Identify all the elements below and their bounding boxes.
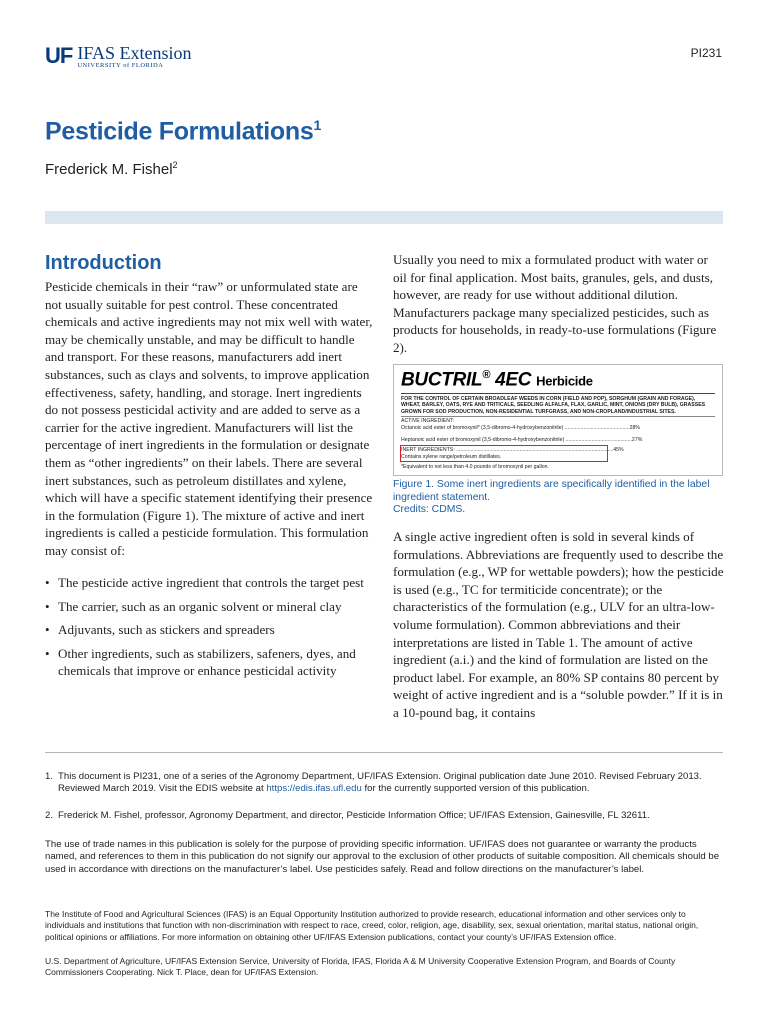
logo-ifas-text: IFAS Extension: [77, 43, 192, 63]
label-registered-mark: ®: [482, 369, 491, 381]
label-use-statement: FOR THE CONTROL OF CERTAIN BROADLEAF WEEDS IN CORN (FIELD AND POP), SORGHUM (GRAIN AND FORAGE), WHEAT, BARLEY, OATS, RYE AND TRITICALE, SEEDLING ALFALFA, FLAX, GARLIC, MINT, ONIONS (DRY BULB), GRASSES GROWN FOR SOD PRODUCTION, NON-RESIDENTIAL TURFGRASS, AND NON-CROPLAND/INDUSTRIAL SITES.: [401, 396, 706, 415]
bullet-icon: •: [45, 575, 50, 590]
list-item-text: The pesticide active ingredient that controls the target pest: [58, 575, 364, 590]
author-line: [45, 160, 178, 178]
list-item: [45, 645, 375, 680]
footnote-1-line2-pre: Reviewed March 2019. Visit the EDIS website at: [58, 783, 267, 795]
list-item-text: Other ingredients, such as stabilizers, safeners, dyes, and chemicals that improve or enhance pesticidal activity: [58, 645, 356, 679]
label-product-type: Herbicide: [536, 373, 593, 389]
cooperative-extension-statement: U.S. Department of Agriculture, UF/IFAS Extension Service, University of Florida, IFAS, Florida A & M University Cooperative Extension Program, and Boards of County Commissioners Cooperating. Nick T. Place, dean for UF/IFAS Extension.: [45, 956, 676, 978]
label-product-code: 4EC: [495, 369, 532, 391]
footnote-divider: [45, 752, 723, 753]
list-item: [45, 574, 375, 592]
footnote-2-text: Frederick M. Fishel, professor, Agronomy Department, and director, Pesticide Information Office; UF/IFAS Extension, Gainesville, FL 32611.: [58, 810, 650, 821]
ufifas-logo: [45, 44, 192, 72]
list-item: [45, 598, 375, 616]
list-item-text: The carrier, such as an organic solvent or mineral clay: [58, 598, 342, 614]
trade-names-disclaimer: The use of trade names in this publication is solely for the purpose of providing specific information. UF/IFAS does not guarantee or warranty the products named, and references to them in this publication do not signify our approval to the exclusion of other products of suitable composition. All chemicals should be used in accordance with directions on the manufacturer’s label. Use pesticides safely. Read and follow directions on the manufacturer’s label.: [45, 839, 720, 875]
author-footnote-ref: 2: [172, 160, 178, 170]
label-product-title: [401, 369, 593, 391]
author-name: Frederick M. Fishel: [45, 161, 173, 178]
footnote-1-text: This document is PI231, one of a series of the Agronomy Department, UF/IFAS Extension. Original publication date June 2010. Revised February 2013.: [58, 771, 702, 782]
formulation-components-list: [45, 574, 375, 686]
figure-buctril-label: [393, 364, 723, 476]
footnote-1-line2-post: for the currently supported version of this publication.: [361, 783, 590, 795]
section-heading-introduction: Introduction: [45, 252, 162, 274]
logo-university-text: UNIVERSITY of FLORIDA: [77, 62, 164, 69]
publication-id: PI231: [690, 46, 722, 60]
bullet-icon: •: [45, 622, 50, 638]
footnote-number: 1.: [45, 771, 54, 782]
intro-paragraph: Pesticide chemicals in their “raw” or unformulated state are not usually suitable for pest control. These concentrated chemicals and active ingredients may not mix well with water, may be chemically unstable, and may be difficult to handle and transport. For these reasons, manufacturers add inert substances, such as clays and solvents, to improve application effectiveness, safety, handling, and storage. Inert ingredients do not possess pesticidal activity and are added to serve as a carrier for the active ingredient. Manufacturers will list the percentage of inert ingredients in the formulation or designate them as “other ingredients” on their labels. There are several inert substances, such as petroleum distillates and xylene, which will have a specific statement identifying their presence in the formulation (Figure 1). The mixture of active and inert ingredients is called a pesticide formulation. This formulation may consist of:: [45, 279, 373, 558]
figure-caption-text: Figure 1. Some inert ingredients are specifically identified in the label ingredient statement.: [393, 479, 710, 503]
inert-highlight-box: [400, 445, 608, 462]
list-item-text: Adjuvants, such as stickers and spreaders: [58, 622, 275, 638]
figure-credits: Credits: CDMS.: [393, 504, 466, 516]
label-inert-ingredients: INERT INGREDIENTS: .............................................................................................................45%: [401, 447, 624, 453]
footnote-2: [45, 810, 735, 822]
title-footnote-ref: 1: [313, 117, 321, 133]
footnote-1: [45, 771, 735, 796]
list-item: [45, 621, 375, 639]
equal-opportunity-statement: The Institute of Food and Agricultural Sciences (IFAS) is an Equal Opportunity Institution authorized to provide research, educational information and other services only to individuals and institutions that function with non-discrimination with respect to race, creed, color, religion, age, disability, sex, sexual orientation, marital status, national origin, political opinions or affiliations. For more information on obtaining other UF/IFAS Extension publications, contact your county’s UF/IFAS Extension office.: [45, 909, 699, 942]
label-divider: [401, 416, 715, 417]
bullet-icon: •: [45, 598, 50, 614]
label-active-ingredient-2: Heptanoic acid ester of bromoxynil (3,5-dibromo-4-hydroxybenzonitrile) ..............................................27%: [401, 437, 643, 443]
abbreviations-paragraph: A single active ingredient often is sold in several kinds of formulations. Abbreviations are frequently used to describe the formulation (e.g., WP for wettable powders); how the pesticide is used (e.g., TC for termiticide concentrate); or the characteristics of the formulation (e.g., ULV for an ultra-low-volume formulation). Common abbreviations and their interpretations are listed in Table 1. The amount of active ingredient (a.i.) and the kind of formulation are listed on the product label. For example, an 80% SP contains 80 percent by weight of active ingredient and is a “soluble powder.” If it is in a 10-pound bag, it contains: [393, 529, 724, 720]
label-inert-note: Contains xylene range/petroleum distillates.: [401, 454, 502, 460]
header-divider-band: [45, 211, 723, 224]
footnote-number: 2.: [45, 810, 54, 821]
label-footnote: *Equivalent to not less than 4.0 pounds of bromoxynil per gallon.: [401, 464, 549, 470]
page-title: [45, 117, 321, 146]
logo-uf-mark: UF: [45, 43, 73, 68]
edis-website-link[interactable]: https://edis.ifas.ufl.edu: [266, 783, 362, 795]
bullet-icon: •: [45, 645, 50, 661]
figure-caption: [393, 479, 725, 517]
label-divider: [401, 393, 715, 394]
label-brand: BUCTRIL: [401, 369, 483, 391]
title-text: Pesticide Formulations: [45, 117, 314, 146]
label-active-heading: ACTIVE INGREDIENT:: [401, 418, 455, 424]
dilution-paragraph: Usually you need to mix a formulated product with water or oil for final application. Most baits, granules, gels, and dusts, however, are ready for use without additional dilution. Manufacturers package many specialized pesticides, such as products for households, in ready-to-use formulations (Figure 2).: [393, 252, 717, 355]
label-active-ingredient-1: Octanoic acid ester of bromoxynil* (3,5-dibromo-4-hydroxybenzonitrile) .............................................28%: [401, 425, 641, 431]
